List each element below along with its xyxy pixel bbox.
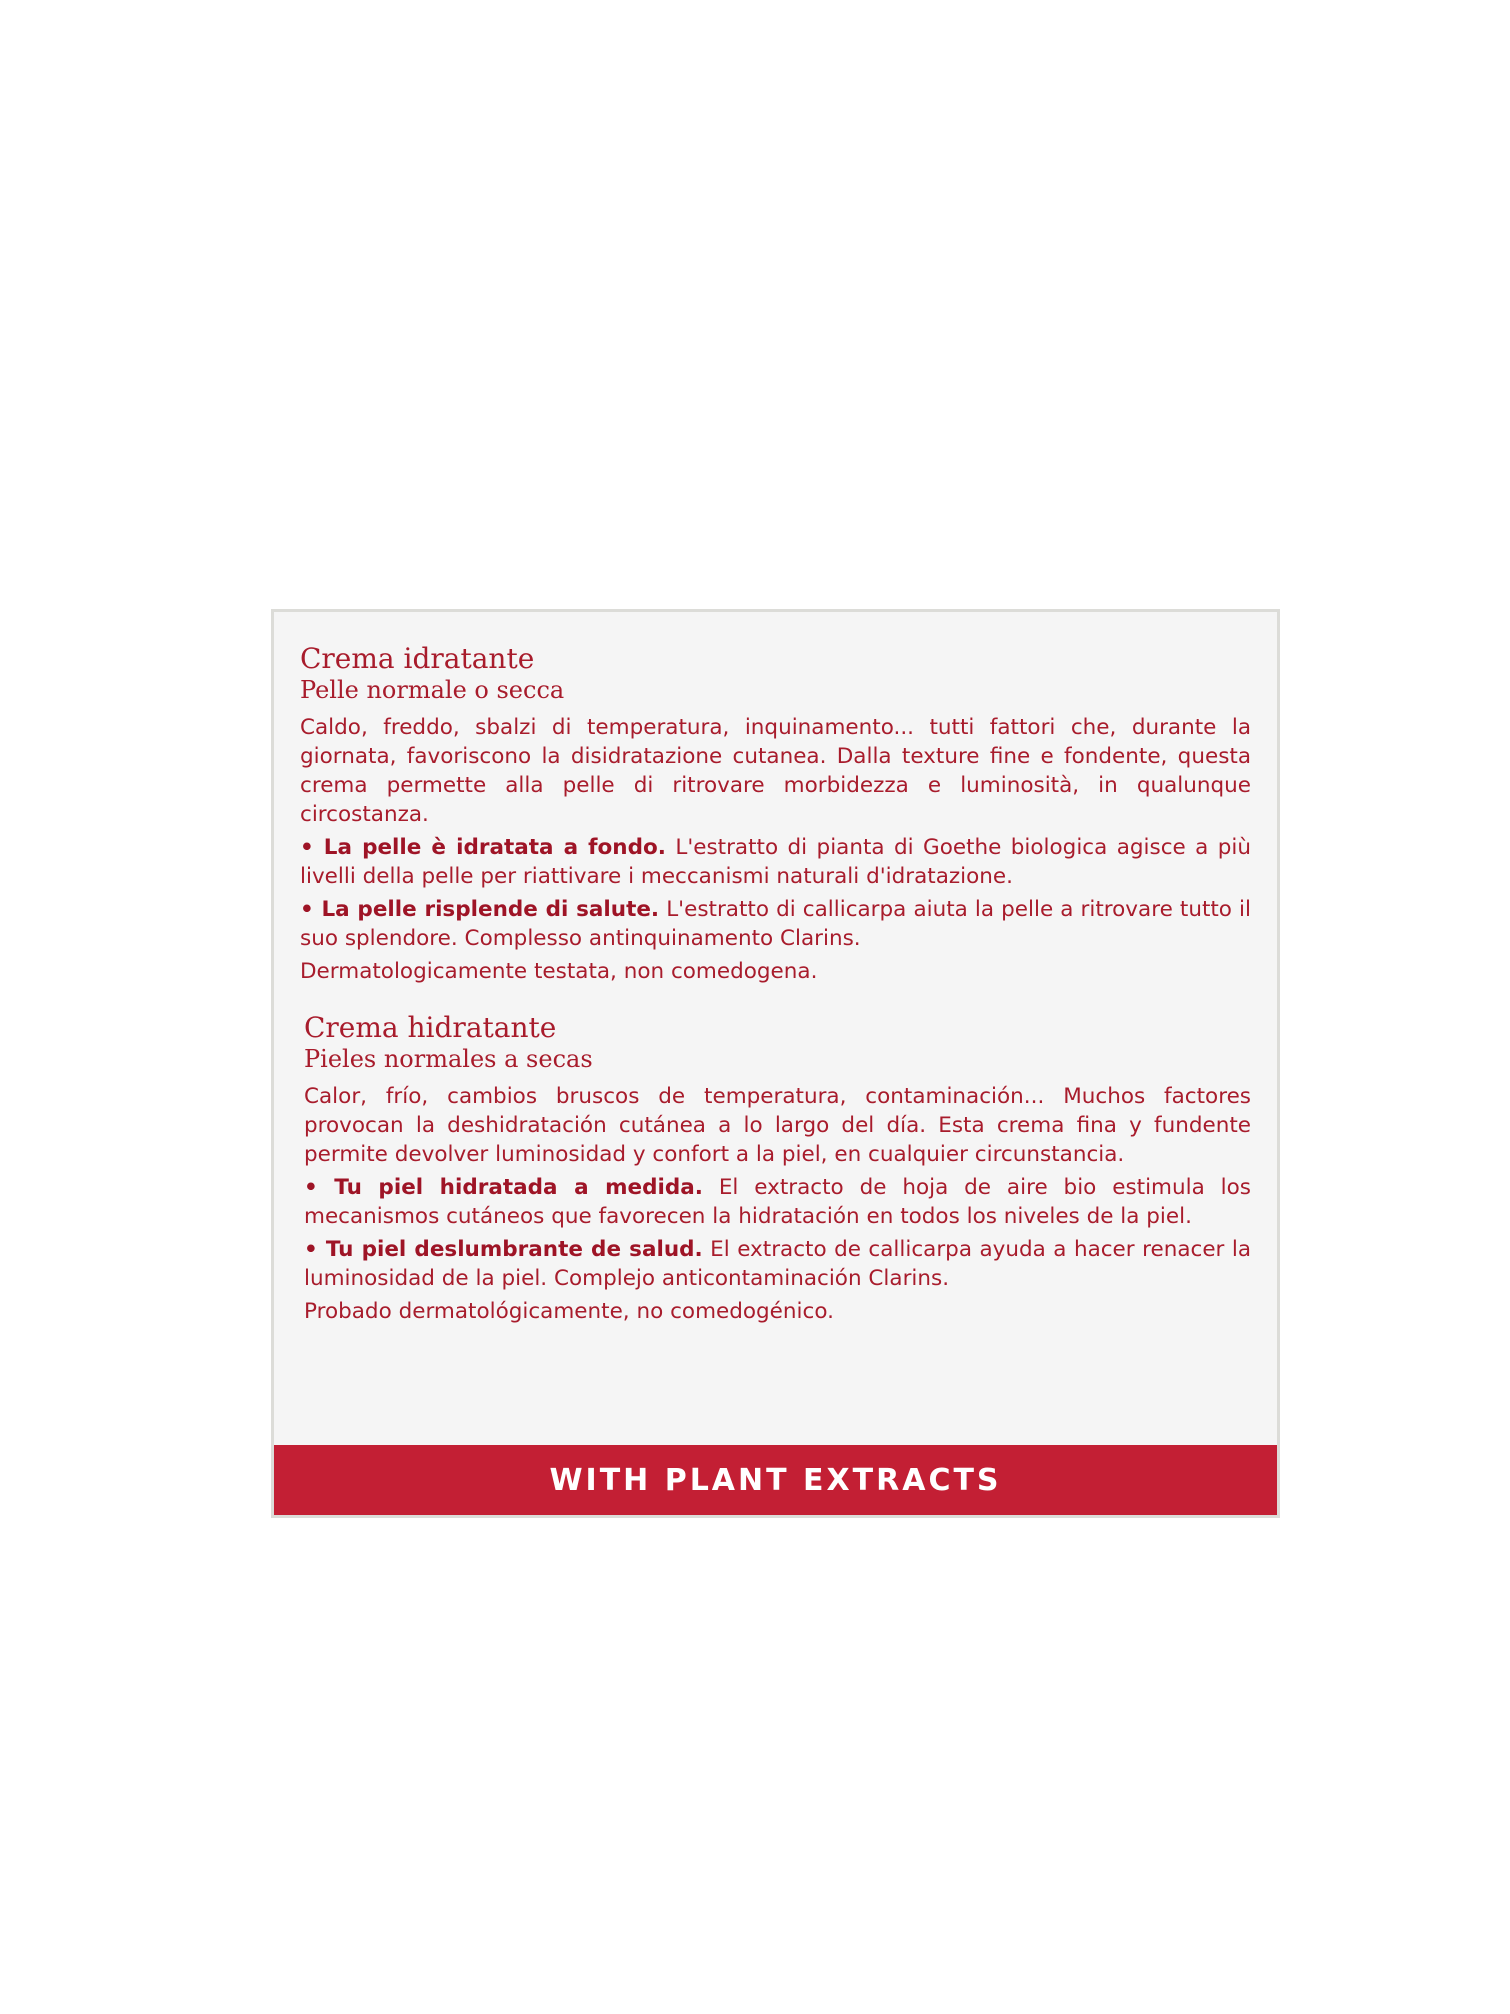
spanish-note: Probado dermatológicamente, no comedogénico.	[304, 1299, 834, 1324]
italian-intro: Caldo, freddo, sbalzi di temperatura, inquinamento... tutti fattori che, durante la giornata, favoriscono la disidratazione cutanea. Dalla texture fine e fondente, questa crema permette alla pelle di ritrovare morbidezza e luminosità, in qualunque circostanza.	[300, 715, 1251, 827]
italian-bullet-2-heading: • La pelle risplende di salute.	[300, 897, 660, 922]
band-text: WITH PLANT EXTRACTS	[549, 1462, 1002, 1498]
spanish-title: Crema hidratante	[304, 1011, 557, 1044]
spanish-bullet-2-text: El extracto de callicarpa ayuda a hacer renacer la luminosidad de la piel. Complejo anticontaminación Clarins.	[304, 1237, 1251, 1291]
italian-bullet-2	[300, 895, 1251, 953]
italian-note: Dermatologicamente testata, non comedogena.	[300, 959, 818, 984]
italian-bullet-1-text: L'estratto di pianta di Goethe biologica agisce a più livelli della pelle per riattivare i meccanismi naturali d'idratazione.	[300, 835, 1251, 889]
plant-extracts-band	[274, 1445, 1277, 1515]
italian-bullet-1	[300, 833, 1251, 891]
spanish-section	[304, 1012, 1251, 1326]
spanish-bullet-2-heading: • Tu piel deslumbrante de salud.	[304, 1237, 703, 1262]
italian-section	[300, 643, 1251, 986]
italian-bullet-1-heading: • La pelle è idratata a fondo.	[300, 835, 666, 860]
italian-bullet-2-text: L'estratto di callicarpa aiuta la pelle a ritrovare tutto il suo splendore. Complesso antinquinamento Clarins.	[300, 897, 1252, 951]
product-label-panel	[271, 609, 1280, 1518]
spanish-subtitle: Pieles normales a secas	[304, 1045, 593, 1073]
italian-title: Crema idratante	[300, 642, 535, 675]
spanish-bullet-1	[304, 1173, 1251, 1231]
italian-subtitle: Pelle normale o secca	[300, 676, 565, 704]
spanish-intro: Calor, frío, cambios bruscos de temperatura, contaminación... Muchos factores provocan la deshidratación cutánea a lo largo del día. Esta crema fina y fundente permite devolver luminosidad y confort a la piel, en cualquier circunstancia.	[304, 1084, 1251, 1167]
spanish-bullet-1-heading: • Tu piel hidratada a medida.	[304, 1175, 703, 1200]
spanish-bullet-2	[304, 1235, 1251, 1293]
spanish-bullet-1-text: El extracto de hoja de aire bio estimula los mecanismos cutáneos que favorecen la hidratación en todos los niveles de la piel.	[304, 1175, 1251, 1229]
